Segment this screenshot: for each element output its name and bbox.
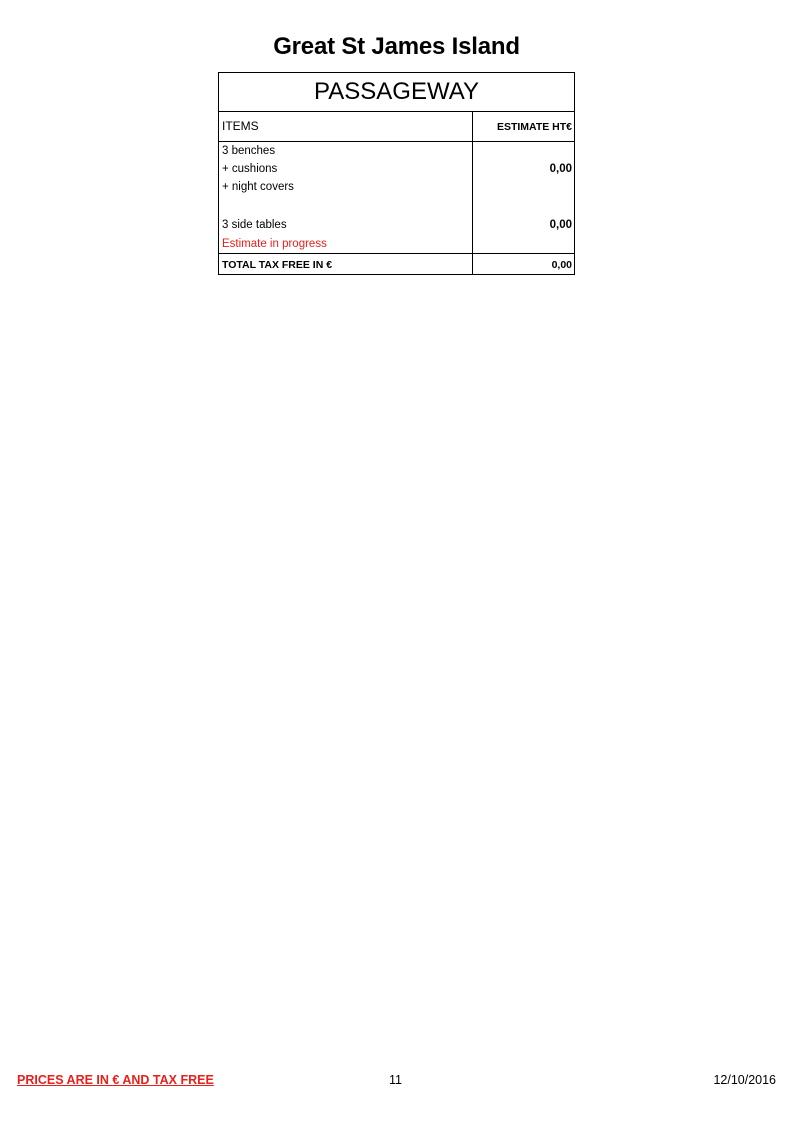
table-body <box>219 142 574 254</box>
item-line: + cushions <box>222 163 278 175</box>
document-title: Great St James Island <box>273 33 520 60</box>
estimate-column-header: ESTIMATE HT€ <box>496 121 572 133</box>
items-cell <box>219 142 473 253</box>
prices-notice: PRICES ARE IN € AND TAX FREE <box>17 1073 214 1087</box>
items-column-header: ITEMS <box>219 112 473 141</box>
estimate-cell <box>473 142 574 253</box>
total-row <box>219 254 574 274</box>
table-header-row <box>219 112 574 142</box>
item-line: 3 benches <box>222 145 276 157</box>
total-label: TOTAL TAX FREE IN € <box>219 254 473 274</box>
item-line: 3 side tables <box>222 219 287 231</box>
item-estimate-value: 0,00 <box>549 219 572 231</box>
estimate-table <box>218 72 575 275</box>
section-title: PASSAGEWAY <box>219 73 574 112</box>
page-number: 11 <box>389 1073 402 1087</box>
document-date: 12/10/2016 <box>713 1073 776 1087</box>
item-estimate-value: 0,00 <box>549 163 572 175</box>
estimate-status-note: Estimate in progress <box>222 238 327 250</box>
item-line: + night covers <box>222 181 294 193</box>
total-value: 0,00 <box>551 259 572 271</box>
